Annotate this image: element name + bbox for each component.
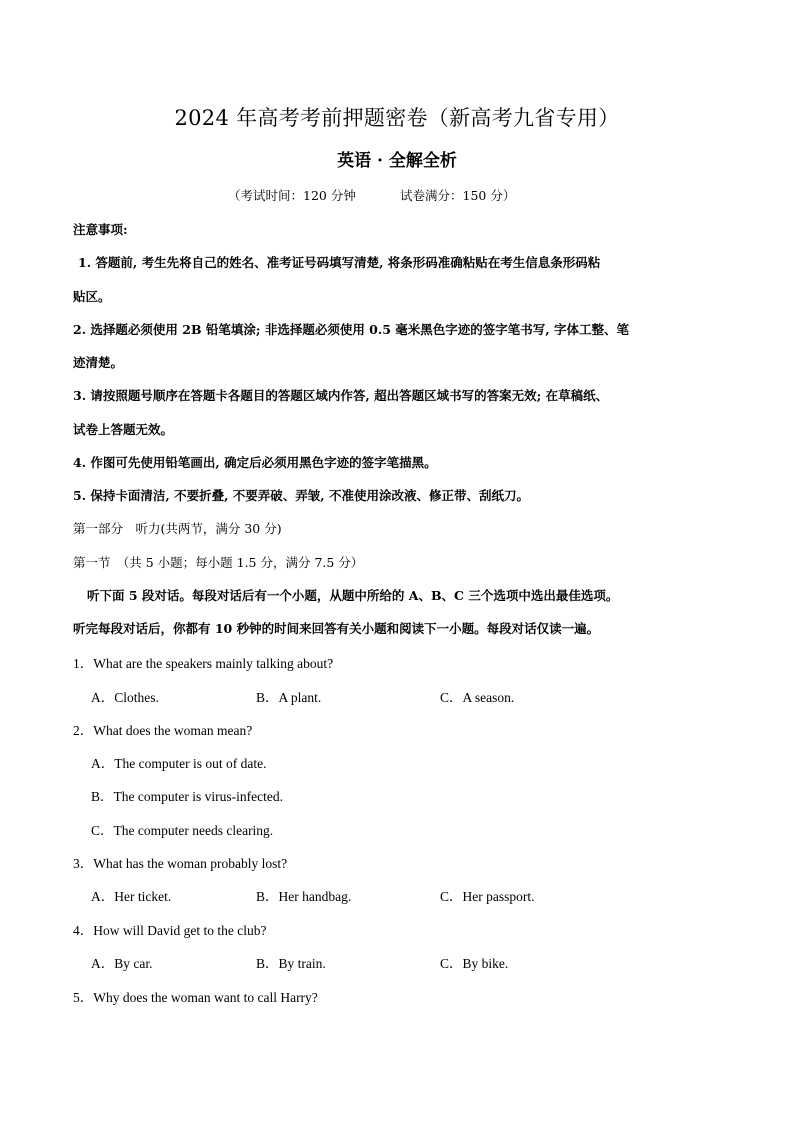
option-b: B．The computer is virus-infected. — [91, 789, 283, 804]
option-a: A．By car. — [91, 956, 153, 971]
option-a: A．Clothes. — [91, 690, 159, 705]
option-b: B．Her handbag. — [256, 889, 352, 904]
section-instruction: 听下面 5 段对话。每段对话后有一个小题，从题中所给的 A、B、C 三个选项中选出最佳选项。 — [87, 588, 619, 603]
option-c: C．By bike. — [440, 956, 509, 971]
exam-subtitle: 英语 · 全解全析 — [337, 151, 457, 171]
option-c: C．A season. — [440, 690, 515, 705]
question-stem: 2．What does the woman mean? — [73, 723, 253, 738]
section-instruction: 听完每段对话后，你都有 10 秒钟的时间来回答有关小题和阅读下一小题。每段对话仅读一遍。 — [73, 621, 600, 636]
exam-title: 2024 年高考考前押题密卷（新高考九省专用） — [174, 106, 620, 130]
notice-line: 迹清楚。 — [73, 355, 124, 370]
section-sub-heading: 第一节 （共 5 小题；每小题 1.5 分，满分 7.5 分） — [73, 555, 364, 570]
option-b: B．A plant. — [256, 690, 322, 705]
question-stem: 5．Why does the woman want to call Harry? — [73, 990, 318, 1005]
option-c: C．Her passport. — [440, 889, 535, 904]
exam-score: 试卷满分：150 分） — [400, 188, 516, 203]
option-b: B．By train. — [256, 956, 326, 971]
option-c: C．The computer needs clearing. — [91, 823, 274, 838]
notice-line: 3. 请按照题号顺序在答题卡各题目的答题区域内作答, 超出答题区域书写的答案无效; 在草稿纸、 — [73, 388, 609, 403]
section-part-heading: 第一部分 听力(共两节，满分 30 分) — [73, 521, 282, 536]
notice-line: 4. 作图可先使用铅笔画出, 确定后必须用黑色字迹的签字笔描黑。 — [73, 455, 437, 470]
notice-heading: 注意事项: — [73, 222, 128, 237]
notice-line: 5. 保持卡面清洁, 不要折叠, 不要弄破、弄皱, 不准使用涂改液、修正带、刮纸刀。 — [73, 488, 530, 503]
notice-line: 1. 答题前, 考生先将自己的姓名、准考证号码填写清楚, 将条形码准确粘贴在考生信息条形码粘 — [78, 255, 601, 270]
question-stem: 3．What has the woman probably lost? — [73, 856, 288, 871]
notice-line: 2. 选择题必须使用 2B 铅笔填涂; 非选择题必须使用 0.5 毫米黑色字迹的签字笔书写, 字体工整、笔 — [73, 322, 629, 337]
question-stem: 1．What are the speakers mainly talking about? — [73, 656, 334, 671]
option-a: A．The computer is out of date. — [91, 756, 267, 771]
notice-line: 试卷上答题无效。 — [73, 422, 174, 437]
notice-line: 贴区。 — [73, 289, 111, 304]
exam-time: （考试时间：120 分钟 — [228, 188, 356, 203]
question-stem: 4．How will David get to the club? — [73, 923, 267, 938]
option-a: A．Her ticket. — [91, 889, 172, 904]
